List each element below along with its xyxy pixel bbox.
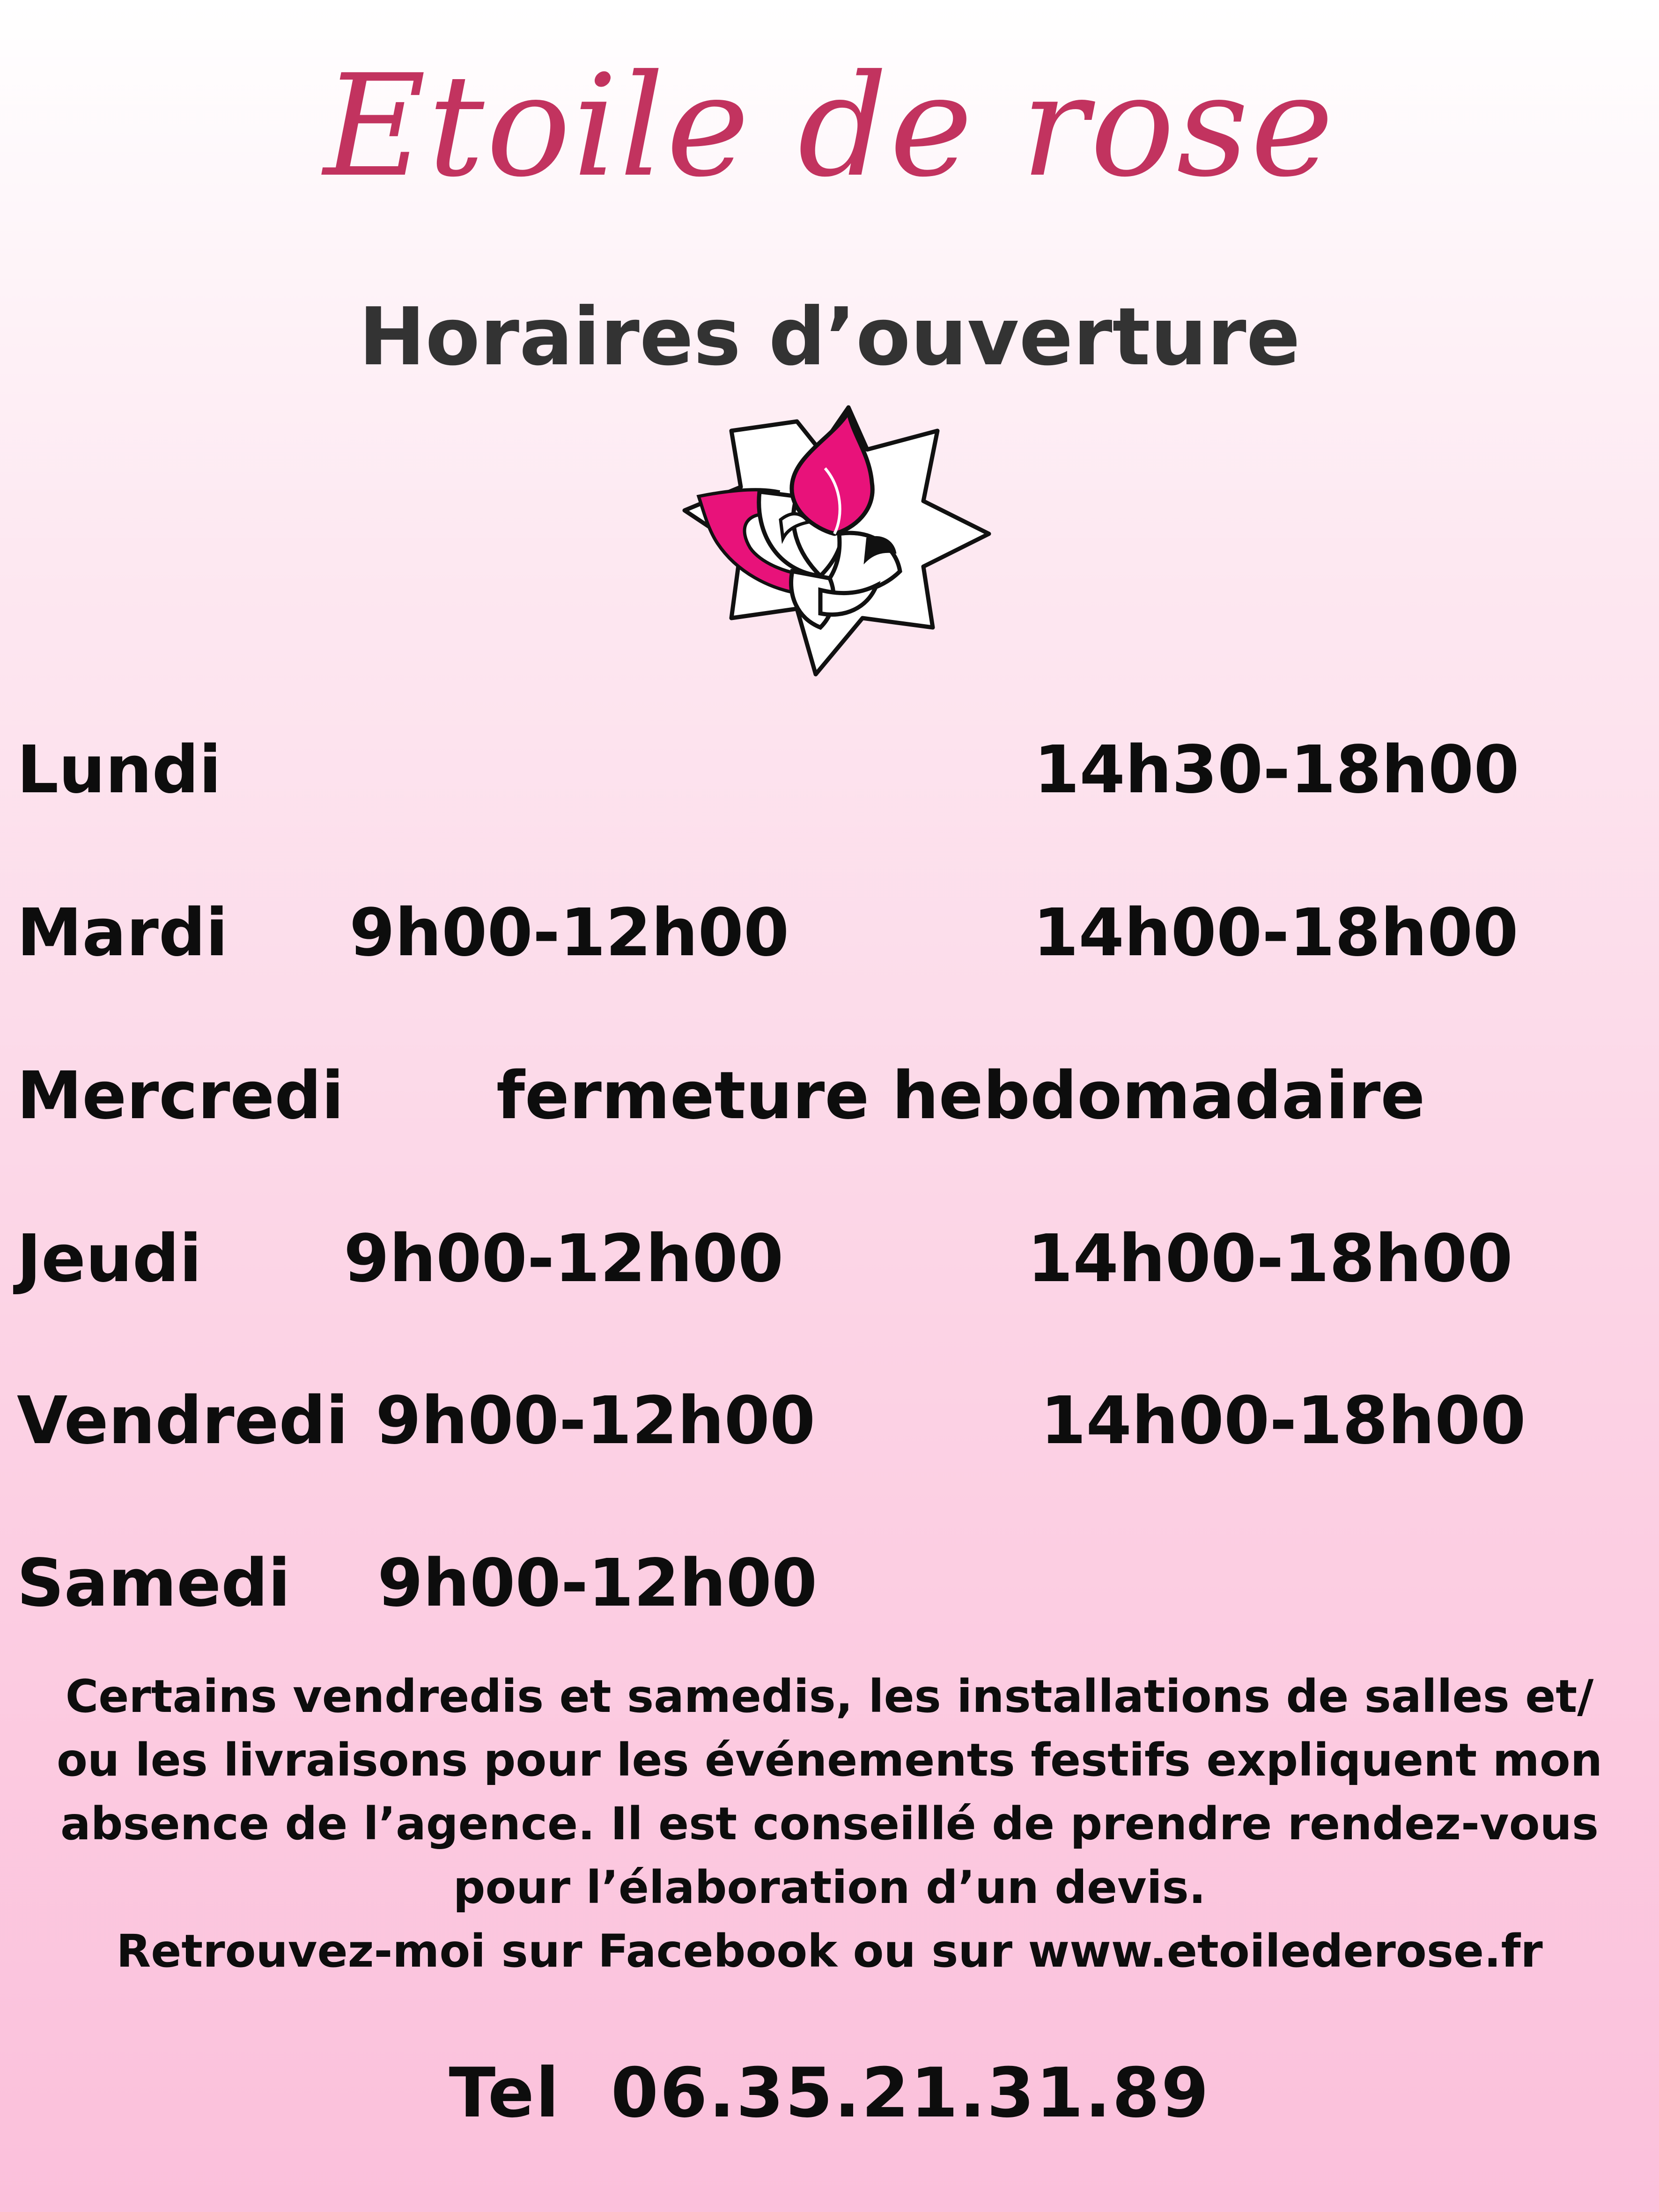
day-label: Vendredi	[17, 1383, 348, 1459]
afternoon-hours: 14h00-18h00	[1040, 1383, 1526, 1459]
closed-label: fermeture hebdomadaire	[496, 1058, 1425, 1134]
day-label: Mardi	[17, 895, 229, 971]
afternoon-hours: 14h00-18h00	[1033, 895, 1519, 971]
morning-hours: 9h00-12h00	[349, 895, 789, 971]
day-label: Lundi	[17, 732, 221, 808]
phone-number: Tel 06.35.21.31.89	[449, 2053, 1210, 2133]
day-label: Jeudi	[17, 1221, 202, 1297]
schedule-row-mercredi	[0, 1049, 1659, 1143]
schedule-row-lundi	[0, 723, 1659, 817]
notice-line: ou les livraisons pour les événements festifs expliquent mon	[56, 1734, 1603, 1786]
day-label: Samedi	[17, 1545, 291, 1622]
schedule-row-vendredi	[0, 1374, 1659, 1468]
brand-title: Etoile de rose	[323, 44, 1336, 208]
schedule-row-samedi	[0, 1537, 1659, 1630]
morning-hours: 9h00-12h00	[344, 1221, 784, 1297]
appointment-notice	[19, 1665, 1640, 1983]
notice-line: Certains vendredis et samedis, les installations de salles et/	[65, 1670, 1594, 1723]
day-label: Mercredi	[17, 1058, 344, 1134]
page-subtitle: Horaires d’ouverture	[359, 291, 1300, 383]
schedule-row-jeudi	[0, 1212, 1659, 1306]
afternoon-hours: 14h00-18h00	[1027, 1221, 1513, 1297]
afternoon-hours: 14h30-18h00	[1034, 732, 1519, 808]
notice-line: absence de l’agence. Il est conseillé de prendre rendez-vous	[60, 1798, 1599, 1850]
morning-hours: 9h00-12h00	[376, 1383, 816, 1459]
notice-line: pour l’élaboration d’un devis.	[453, 1861, 1206, 1914]
rose-flower-icon	[680, 393, 998, 698]
notice-line: Retrouvez-moi sur Facebook ou sur www.etoilederose.fr	[116, 1925, 1543, 1977]
morning-hours: 9h00-12h00	[377, 1545, 818, 1622]
schedule-row-mardi	[0, 886, 1659, 980]
